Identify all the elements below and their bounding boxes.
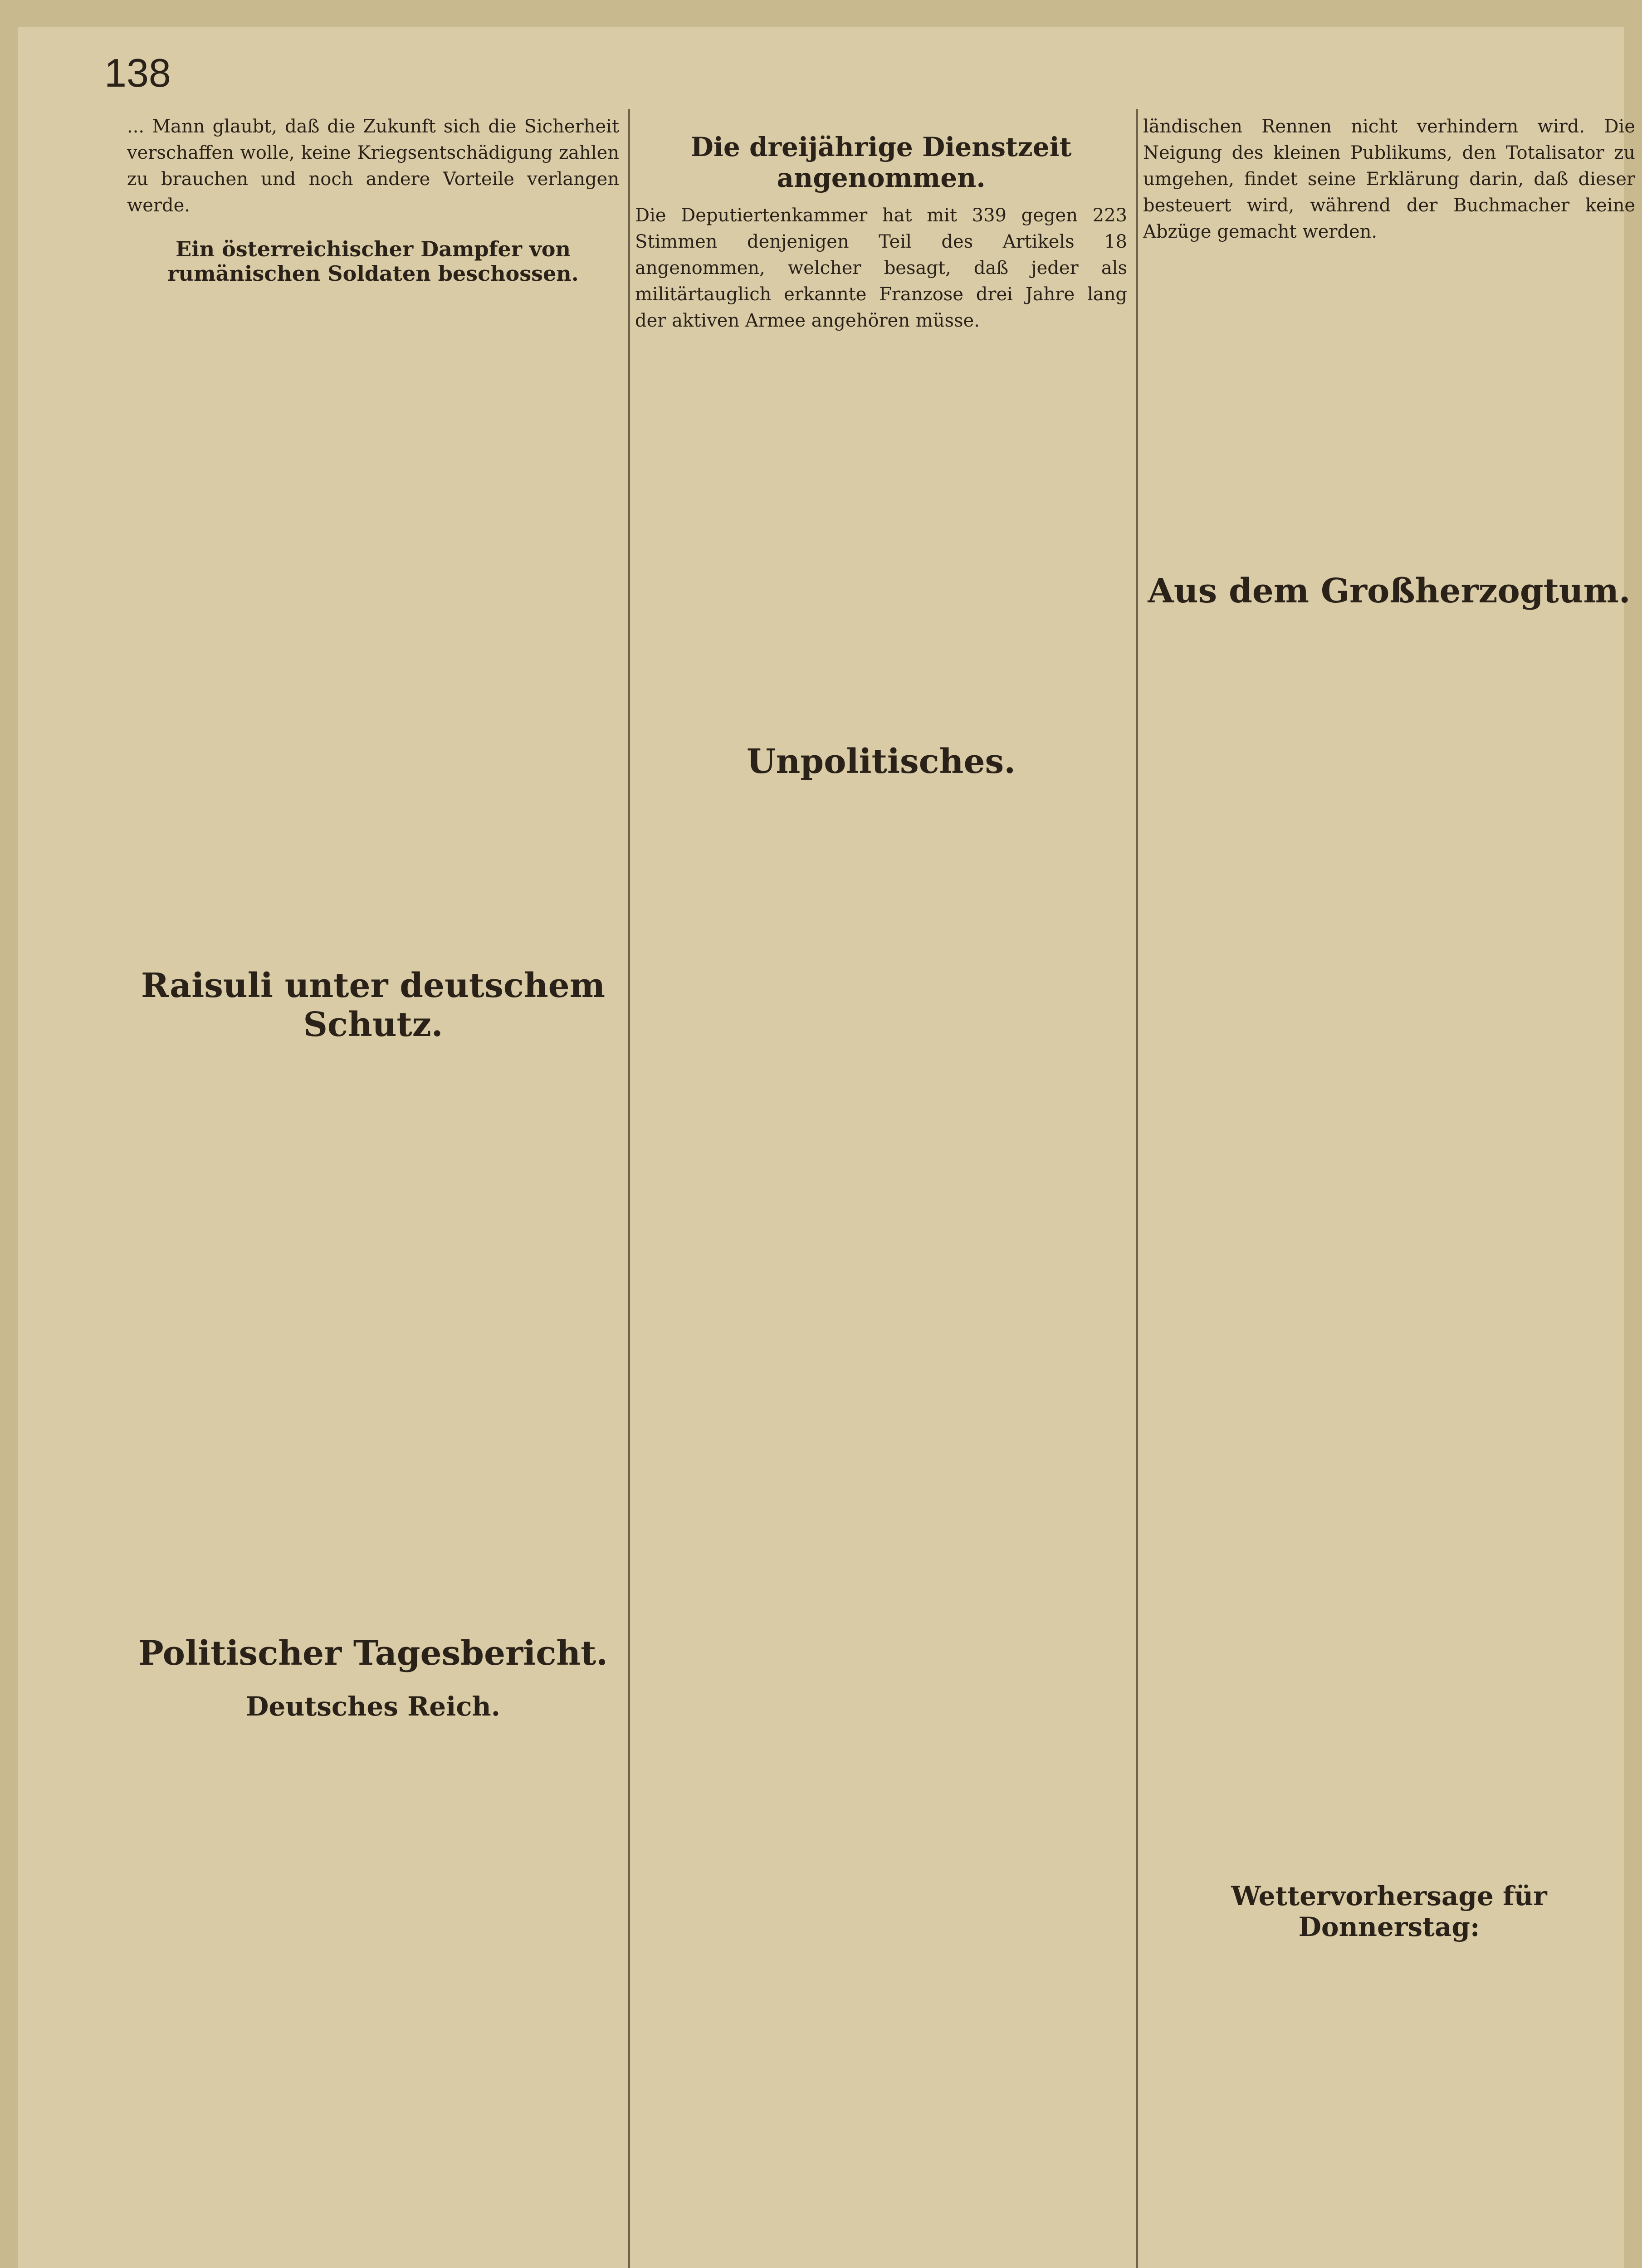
column-middle: [635, 113, 1127, 790]
article-heading: Ein österreichischer Dampfer von rumänischen Soldaten beschossen.: [167, 237, 579, 286]
article-heading: Wettervorhersage für Donnerstag:: [1231, 1881, 1547, 1942]
subsection-heading: Deutsches Reich.: [246, 1691, 500, 1722]
section-heading: Unpolitisches.: [747, 742, 1016, 781]
section-heading: Aus dem Großherzogtum.: [1148, 572, 1631, 611]
section-heading: Raisuli unter deutschem Schutz.: [141, 966, 606, 1044]
article-heading: Die dreijährige Dienstzeit angenommen.: [690, 132, 1072, 193]
section-heading: Politischer Tagesbericht.: [138, 1634, 608, 1673]
article-text: Die Deputiertenkammer hat mit 339 gegen 223 Stimmen denjenigen Teil des Artikels 18 angenommen, welcher besagt, daß jeder als militärtauglich erkannte Franzose drei Jahre lang der aktiven Armee angehören müsse.: [635, 205, 1127, 331]
column-rule: [628, 109, 630, 2268]
column-left: [127, 113, 619, 1731]
column-right: [1143, 113, 1635, 1951]
article-text: ländischen Rennen nicht verhindern wird. Die Neigung des kleinen Publikums, den Totalisator zu umgehen, findet seine Erklärung darin, daß dieser besteuert wird, während der Buchmacher keine Abzüge gemacht werden.: [1143, 116, 1635, 242]
article-text: ... Mann glaubt, daß die Zukunft sich die Sicherheit verschaffen wolle, keine Kriegsentschädigung zahlen zu brauchen und noch andere Vorteile verlangen werde.: [127, 116, 619, 216]
page-number: 138: [104, 50, 171, 95]
column-rule: [1136, 109, 1138, 2268]
